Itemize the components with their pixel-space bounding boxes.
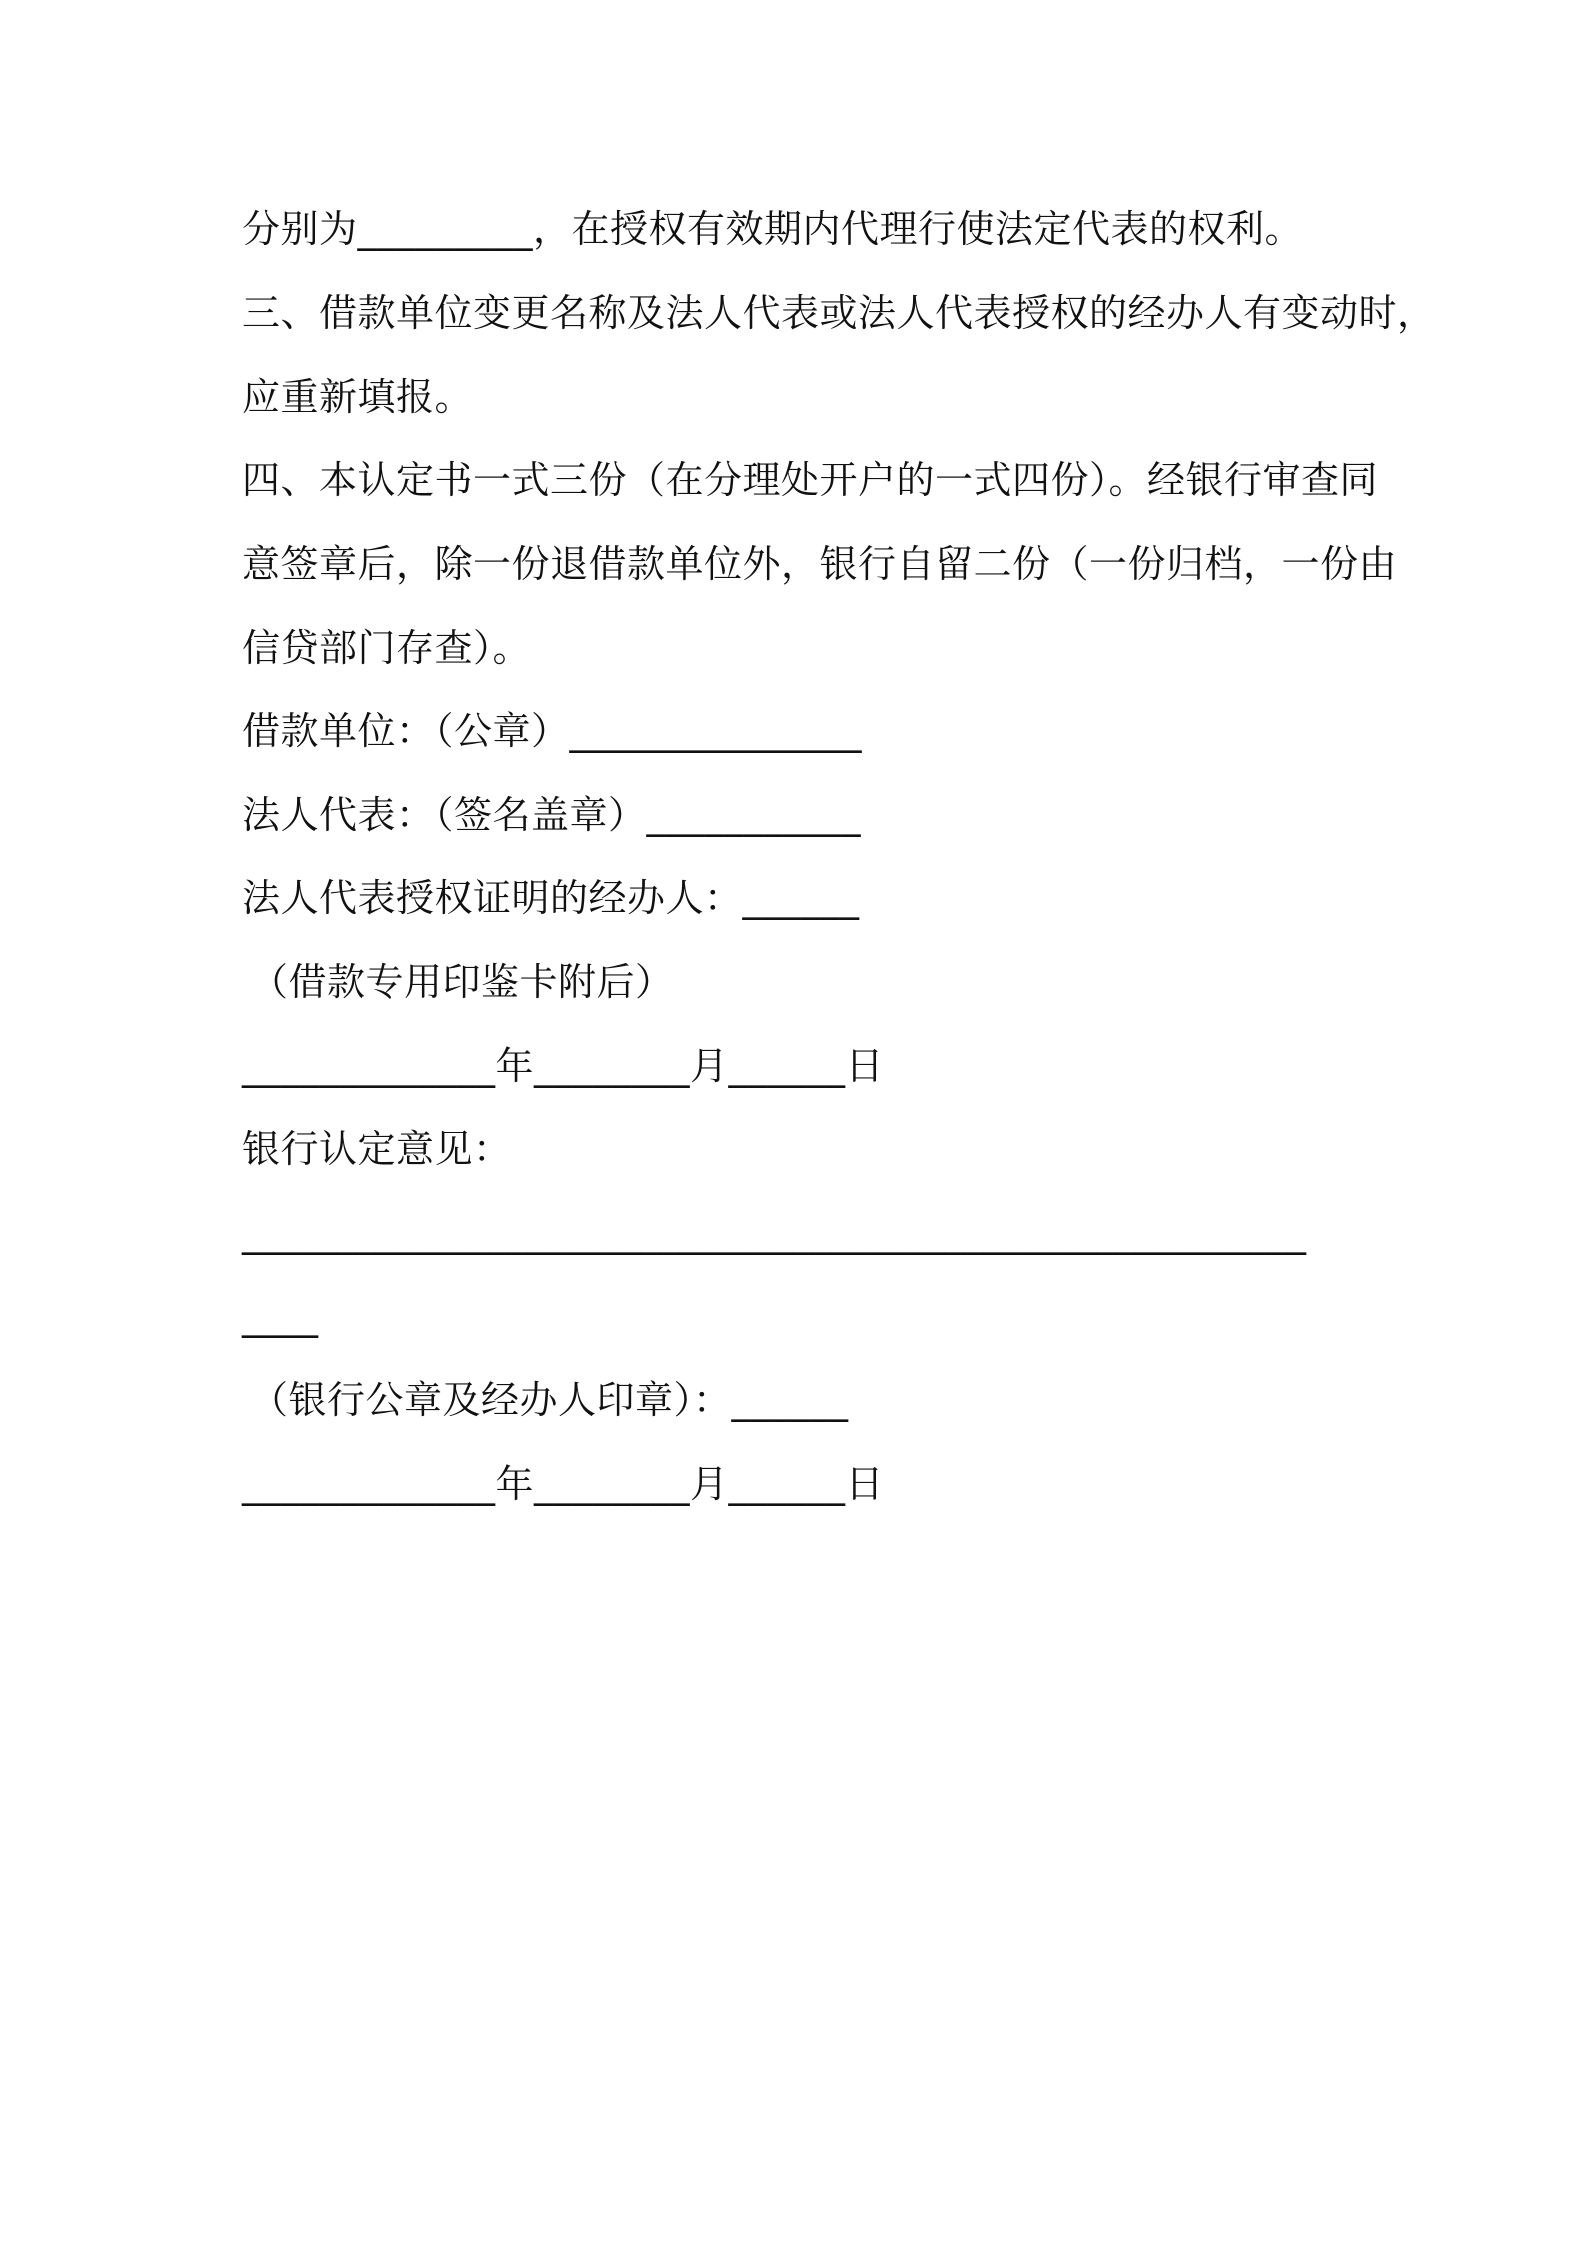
note-seal-card-attached: （借款专用印鉴卡附后）: [250, 960, 674, 1004]
field-bank-opinion-blank: ________________________________________________________: [242, 1211, 1306, 1255]
field-legal-representative: 法人代表：（签名盖章）___________: [242, 793, 862, 837]
field-date-borrower: _____________年________月______日: [242, 1044, 885, 1088]
field-authorized-agent: 法人代表授权证明的经办人：______: [242, 876, 860, 920]
field-bank-seal: （银行公章及经办人印章）：______: [250, 1378, 849, 1422]
heading-bank-opinion: 银行认定意见：: [242, 1127, 512, 1171]
field-borrower-seal: 借款单位：（公章）_______________: [242, 709, 863, 753]
text-line-clause-four-cont: 意签章后，除一份退借款单位外，银行自留二份（一份归档，一份由: [242, 542, 1398, 586]
field-date-bank: _____________年________月______日: [242, 1462, 885, 1506]
field-bank-opinion-blank-cont: ____: [242, 1294, 318, 1338]
text-line-clause-three-cont: 应重新填报。: [242, 375, 474, 419]
text-line-clause-four: 四、本认定书一式三份（在分理处开户的一式四份）。经银行审查同: [242, 458, 1379, 502]
text-line-clause-four-end: 信贷部门存查）。: [242, 626, 532, 670]
text-line-clause-three: 三、借款单位变更名称及法人代表或法人代表授权的经办人有变动时，: [242, 291, 1436, 335]
text-line-authorization-period: 分别为_________，在授权有效期内代理行使法定代表的权利。: [242, 207, 1304, 251]
